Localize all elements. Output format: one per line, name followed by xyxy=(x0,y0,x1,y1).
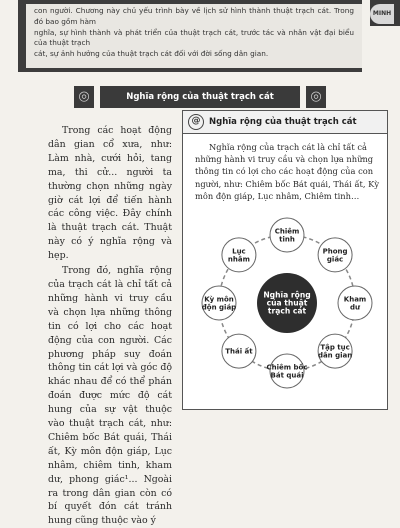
body-text-column xyxy=(48,124,172,528)
diagram-node xyxy=(318,334,352,368)
diagram-node xyxy=(267,354,308,388)
node-label: Bát quái xyxy=(270,371,304,380)
node-label: Kham xyxy=(343,295,367,304)
diagram-node xyxy=(338,286,372,320)
node-label: Tập tục xyxy=(320,343,350,352)
diagram-node xyxy=(270,218,304,252)
diagram-node xyxy=(222,238,256,272)
section-header xyxy=(78,86,322,108)
spiral-ornament-icon: ◎ xyxy=(74,86,94,108)
node-label: Chiêm bốc xyxy=(266,363,308,372)
node-label: tinh xyxy=(279,235,295,244)
spiral-icon: @ xyxy=(188,114,204,130)
node-label: Lục xyxy=(232,247,246,256)
intro-line: nghĩa, sự hình thành và phát triển của thuật trạch cát, trước tác và nhân vật đại biểu của thuật trạch xyxy=(34,27,354,48)
body-paragraph: Trong các hoạt động dân gian cổ xưa, như: Làm nhà, cưới hỏi, tang ma, thi cử... người ta thường chọn những ngày giờ cát lợi để tiến hành các công việc. Đây chính là thuật trạch cát. Thuật này có ý nghĩa rộng và hẹp. xyxy=(48,125,172,262)
box-text xyxy=(195,141,381,202)
chapter-side-tab xyxy=(370,0,400,26)
node-label: Chiêm xyxy=(274,227,300,236)
node-label: độn giáp xyxy=(201,303,237,312)
chapter-tab-label: MINH xyxy=(370,4,394,24)
diagram-node xyxy=(318,238,352,272)
node-label: dư xyxy=(350,303,360,312)
node-label: giác xyxy=(326,255,344,264)
center-label: Nghĩa rộng xyxy=(263,290,311,300)
sidebar-box xyxy=(182,110,388,410)
intro-line: con người. Chương này chủ yếu trình bày về lịch sử hình thành thuật trạch cát. Trong đó bao gồm hàm xyxy=(34,6,354,26)
node-label: dân gian xyxy=(317,351,353,360)
box-title: Nghĩa rộng của thuật trạch cát xyxy=(209,117,357,127)
intro-box xyxy=(18,0,362,72)
diagram-node xyxy=(202,286,236,320)
spiral-ornament-icon: ◎ xyxy=(306,86,326,108)
intro-text xyxy=(26,4,362,68)
node-label: nhâm xyxy=(227,255,250,264)
concept-diagram xyxy=(183,195,389,411)
body-paragraph: Trong đó, nghĩa rộng của trạch cát là chỉ tất cả những hành vi truy cầu và chọn lựa những thông tin có lợi cho các hoạt động của con người. Các phương pháp suy đoán thông tin cát lợi và góc độ khác nhau để có thể phán đoán được mức độ cát hung của sự vật thuộc vào thuật trạch cát, như: Chiêm bốc Bát quái, Thái ất, Kỳ môn độn giáp, Lục nhâm, chiêm tinh, kham dư, phong giác¹... Ngoài ra trong dân gian còn có bí quyết đón cát tránh hung cũng thuộc vào ý xyxy=(48,265,172,527)
diagram-center-node xyxy=(257,273,317,333)
node-label: Thái ất xyxy=(225,347,253,356)
box-title-bar xyxy=(183,111,387,134)
diagram-node xyxy=(222,334,256,368)
node-label: Kỳ môn xyxy=(204,295,234,304)
section-title: Nghĩa rộng của thuật trạch cát xyxy=(126,92,274,102)
node-label: Phong xyxy=(322,247,348,256)
intro-line: cát, sự ảnh hưởng của thuật trạch cát đối với đời sống dân gian. xyxy=(34,49,269,59)
center-label: trạch cát xyxy=(267,306,307,316)
box-paragraph: Nghĩa rộng của trạch cát là chỉ tất cả những hành vi truy cầu và chọn lựa những thông tin có lợi cho các hoạt động của con người, như: Chiêm bốc Bát quái, Thái ất, Kỳ môn độn giáp, Lục nhâm, Chiêm tinh… xyxy=(195,142,380,201)
center-label: của thuật xyxy=(266,298,308,308)
